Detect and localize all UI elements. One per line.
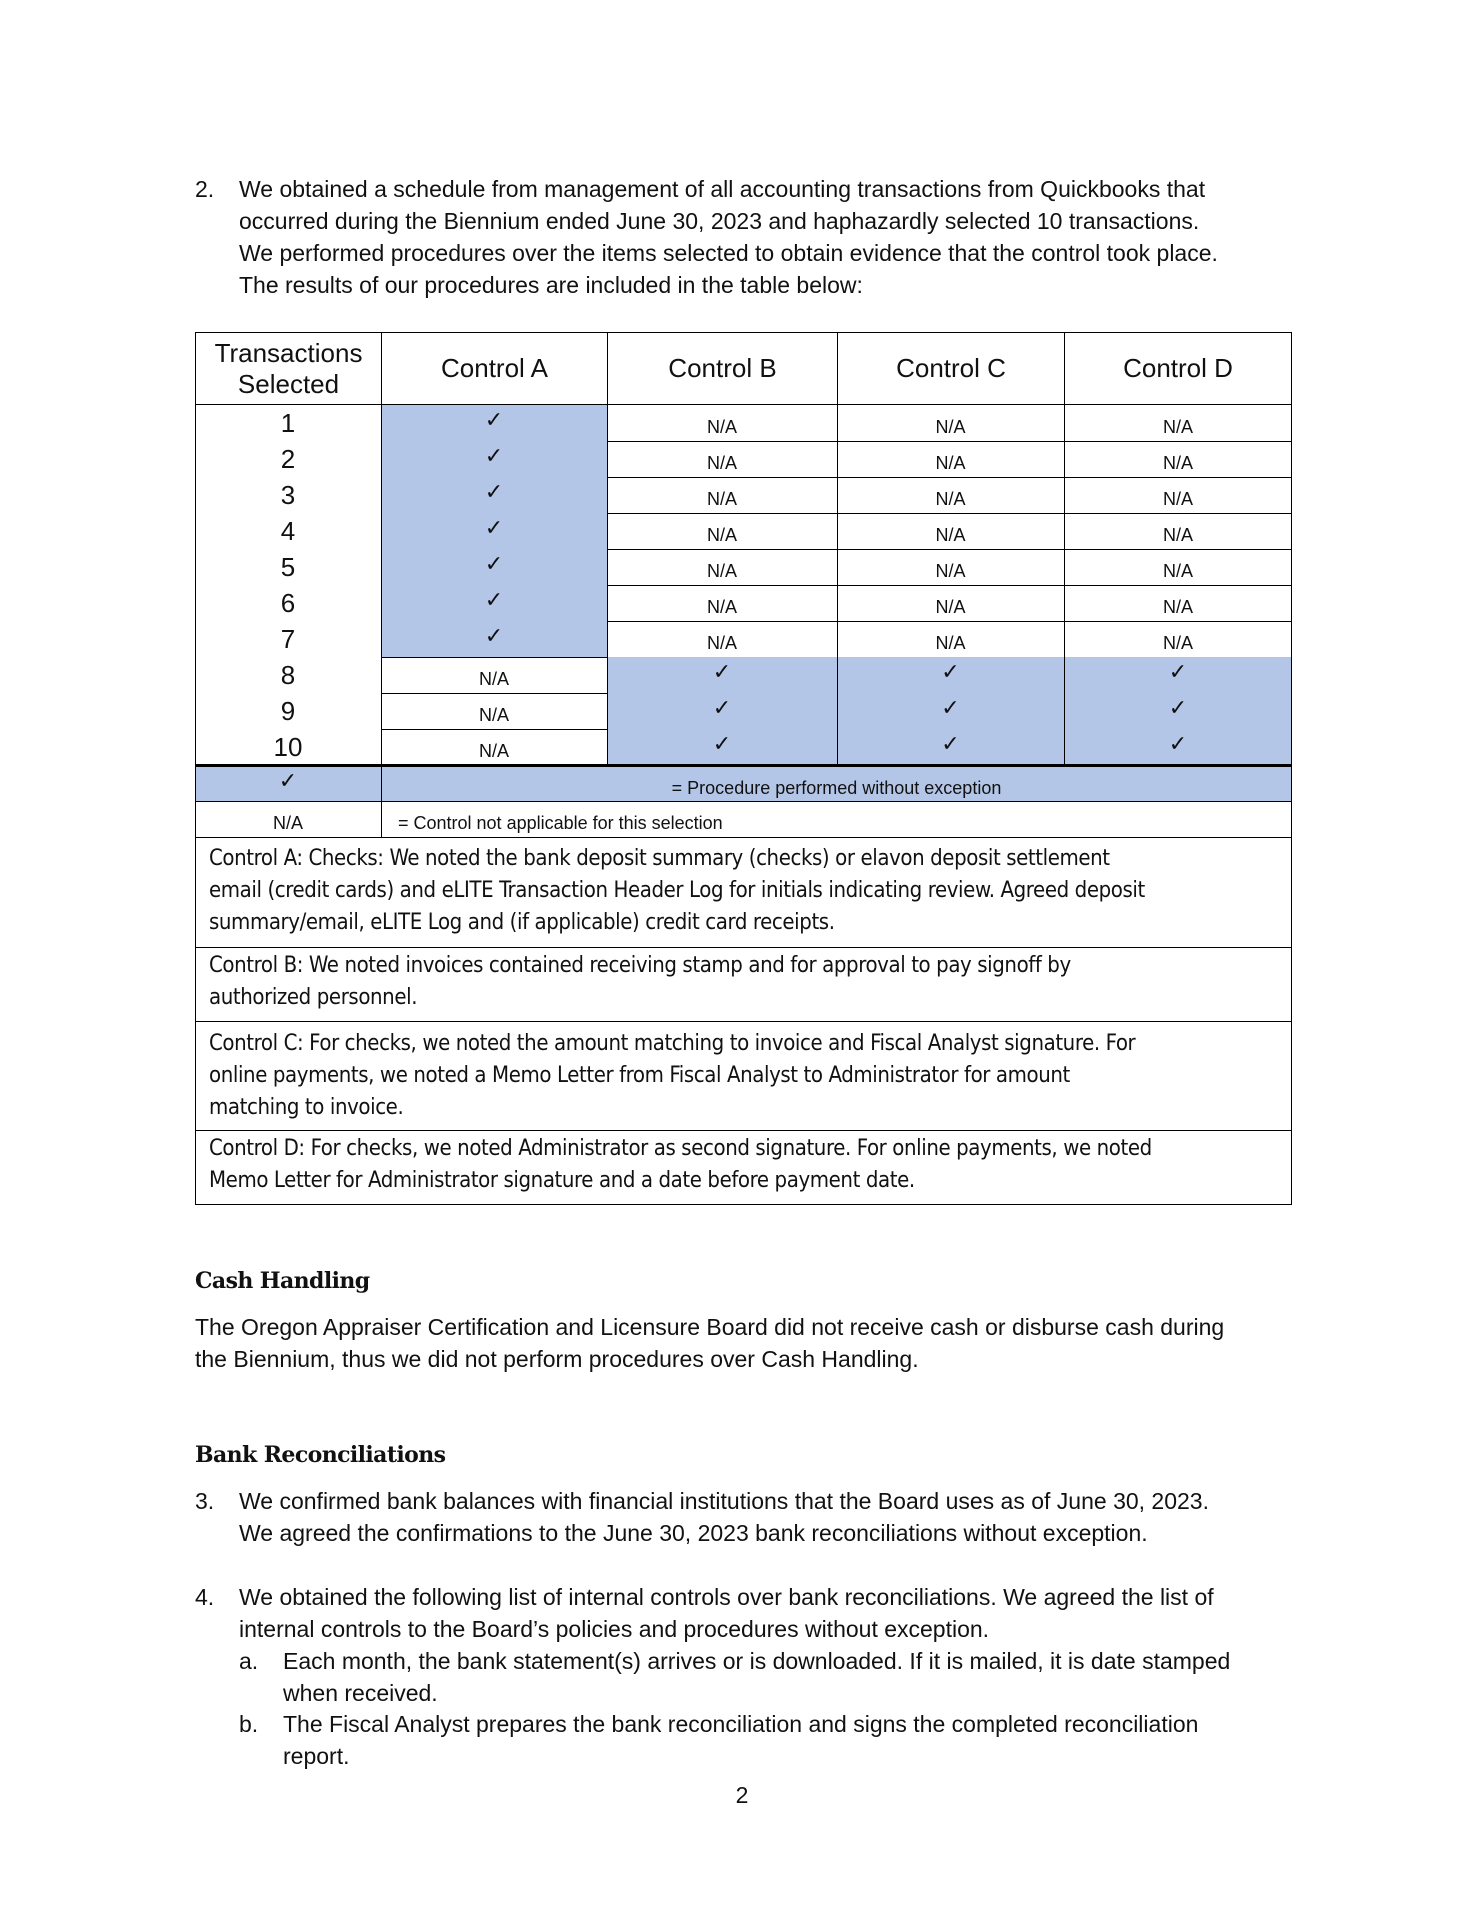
checkmark-icon: ✓ [1064,693,1292,729]
na-cell: N/A [706,524,737,545]
na-cell: N/A [706,488,737,509]
control-c-description [195,1021,1292,1131]
item-number: 2. [195,176,215,202]
row-number: 4 [280,515,296,546]
header-line: Selected [237,368,340,399]
checkmark-icon: ✓ [381,549,607,585]
text-line: Control B: We noted invoices contained receiving stamp and for approval to pay signoff by [209,953,1071,978]
column-divider [607,405,608,765]
checkmark-icon: ✓ [381,621,607,657]
row-number: 8 [280,659,296,690]
na-cell: N/A [1162,596,1193,617]
text-line: We performed procedures over the items selected to obtain evidence that the control took place. [239,240,1218,266]
na-cell: N/A [706,632,737,653]
checkmark-icon: ✓ [381,513,607,549]
text-line: matching to invoice. [209,1095,404,1120]
row-number: 3 [280,479,296,510]
na-cell: N/A [706,452,737,473]
na-cell: N/A [1162,524,1193,545]
section-heading-bank-reconciliations: Bank Reconciliations [195,1442,446,1468]
checkmark-icon: ✓ [1064,657,1292,693]
text-line: We obtained a schedule from management of all accounting transactions from Quickbooks that [239,176,1206,202]
checkmark-icon: ✓ [837,657,1064,693]
legend-left-border [195,767,196,837]
text-line: summary/email, eLITE Log and (if applicable) credit card receipts. [209,910,835,935]
na-cell: N/A [1162,632,1193,653]
legend-na-symbol: N/A [272,812,303,833]
text-line: online payments, we noted a Memo Letter from Fiscal Analyst to Administrator for amount [209,1063,1070,1088]
text-line: the Biennium, thus we did not perform procedures over Cash Handling. [195,1346,919,1372]
na-cell: N/A [706,596,737,617]
legend-right-border [1291,767,1292,837]
row-number: 5 [280,551,296,582]
text-line: email (credit cards) and eLITE Transaction Header Log for initials indicating review. Agreed deposit [209,878,1145,903]
row-number: 1 [280,407,296,438]
checkmark-icon: ✓ [381,585,607,621]
text-line: The Fiscal Analyst prepares the bank reconciliation and signs the completed reconciliation [283,1711,1199,1737]
na-cell: N/A [935,488,966,509]
legend-checkmark-icon: ✓ [195,767,381,801]
column-divider [381,405,382,765]
page-number: 2 [735,1782,749,1808]
item-3-text [239,1485,1319,1549]
header-control-d: Control D [1064,332,1292,405]
text-line: report. [283,1743,350,1769]
header-control-c: Control C [837,332,1065,405]
subitem-a-text [283,1645,1313,1709]
na-cell: N/A [1162,560,1193,581]
checkmark-icon: ✓ [837,693,1064,729]
na-cell: N/A [478,740,509,761]
subitem-b-text [283,1708,1313,1772]
controls-test-table [195,332,1292,837]
text-line: Memo Letter for Administrator signature and a date before payment date. [209,1168,915,1193]
text-line: Each month, the bank statement(s) arrives or is downloaded. If it is mailed, it is date stamped [283,1648,1231,1674]
subitem-letter: b. [239,1711,259,1737]
control-d-description [195,1130,1292,1205]
na-cell: N/A [706,416,737,437]
na-cell: N/A [706,560,737,581]
item-2-text [239,173,1319,301]
cash-handling-paragraph [195,1311,1315,1375]
checkmark-icon: ✓ [381,405,607,441]
row-number: 10 [273,731,303,762]
na-cell: N/A [1162,416,1193,437]
checkmark-icon: ✓ [837,729,1064,765]
legend-column-divider [381,767,382,837]
text-line: authorized personnel. [209,985,418,1010]
row-number: 7 [280,623,296,654]
control-a-description [195,837,1292,948]
text-line: The Oregon Appraiser Certification and Licensure Board did not receive cash or disburse cash during [195,1314,1225,1340]
column-divider [1064,405,1065,765]
checkmark-icon: ✓ [381,477,607,513]
checkmark-icon: ✓ [1064,729,1292,765]
na-cell: N/A [935,452,966,473]
text-line: internal controls to the Board’s policies and procedures without exception. [239,1616,990,1642]
text-line: Control D: For checks, we noted Administrator as second signature. For online payments, we noted [209,1136,1152,1161]
text-line: We confirmed bank balances with financial institutions that the Board uses as of June 30, 2023. [239,1488,1209,1514]
column-divider [195,405,196,765]
legend-divider [195,801,1292,802]
column-divider [837,405,838,765]
text-line: when received. [283,1680,438,1706]
na-cell: N/A [935,524,966,545]
header-control-b: Control B [607,332,838,405]
legend-na-text: = Control not applicable for this selection [398,812,723,833]
checkmark-icon: ✓ [607,657,837,693]
na-cell: N/A [935,416,966,437]
checkmark-icon: ✓ [381,441,607,477]
na-cell: N/A [935,596,966,617]
na-cell: N/A [1162,452,1193,473]
na-cell: N/A [478,668,509,689]
column-divider [1291,405,1292,765]
na-cell: N/A [478,704,509,725]
na-cell: N/A [1162,488,1193,509]
item-number: 3. [195,1488,215,1514]
item-4-text [239,1581,1319,1645]
checkmark-icon: ✓ [607,729,837,765]
text-line: We agreed the confirmations to the June 30, 2023 bank reconciliations without exception. [239,1520,1148,1546]
header-transactions-selected [195,332,382,405]
section-heading-cash-handling: Cash Handling [195,1268,370,1294]
na-cell: N/A [935,560,966,581]
header-line: Transactions [214,337,363,368]
item-number: 4. [195,1584,215,1610]
na-cell: N/A [935,632,966,653]
text-line: The results of our procedures are included in the table below: [239,272,863,298]
row-number: 9 [280,695,296,726]
row-number: 6 [280,587,296,618]
control-b-description [195,947,1292,1022]
text-line: occurred during the Biennium ended June 30, 2023 and haphazardly selected 10 transactions. [239,208,1200,234]
text-line: Control C: For checks, we noted the amount matching to invoice and Fiscal Analyst signature. For [209,1031,1136,1056]
subitem-letter: a. [239,1648,259,1674]
legend-checkmark-text: = Procedure performed without exception [381,767,1292,801]
row-number: 2 [280,443,296,474]
checkmark-icon: ✓ [607,693,837,729]
text-line: We obtained the following list of internal controls over bank reconciliations. We agreed the list of [239,1584,1214,1610]
header-control-a: Control A [381,332,608,405]
text-line: Control A: Checks: We noted the bank deposit summary (checks) or elavon deposit settlement [209,846,1110,871]
